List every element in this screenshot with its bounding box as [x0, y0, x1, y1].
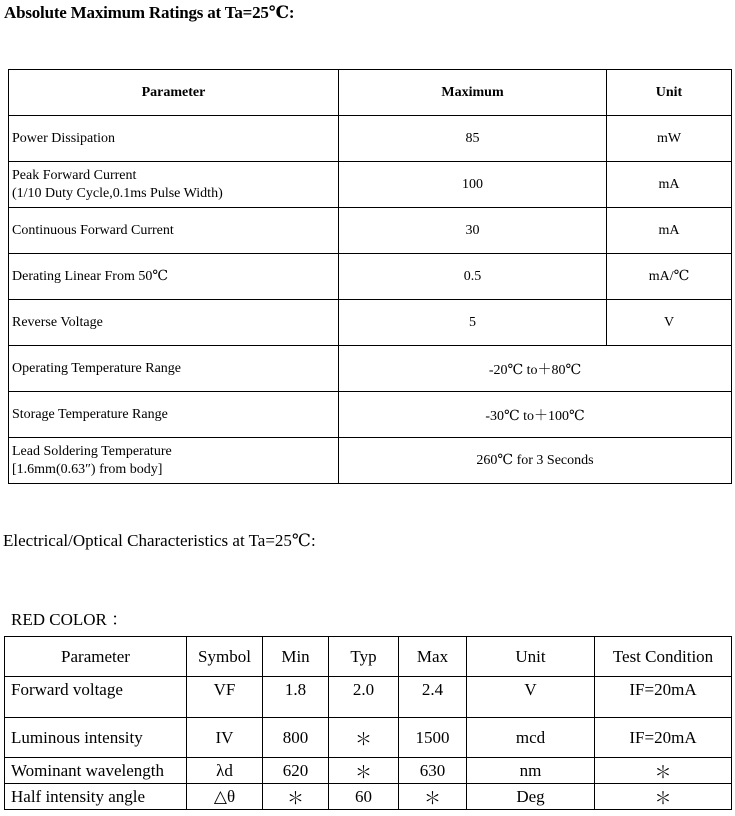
- row-range-value: -20℃ to＋80℃: [339, 346, 732, 392]
- row-parameter: Wominant wavelength: [5, 758, 187, 784]
- table-row: [5, 758, 732, 784]
- row-parameter: Continuous Forward Current: [9, 208, 339, 254]
- table-row: [9, 300, 732, 346]
- row-min: ＊: [263, 784, 329, 810]
- table-row: [5, 784, 732, 810]
- absolute-max-title: Absolute Maximum Ratings at Ta=25℃:: [4, 3, 295, 22]
- header-min: Min: [263, 637, 329, 677]
- row-parameter: Forward voltage: [5, 677, 187, 718]
- table-row: [9, 254, 732, 300]
- table-header-row: [5, 637, 732, 677]
- row-parameter: Power Dissipation: [9, 116, 339, 162]
- row-parameter: Storage Temperature Range: [9, 392, 339, 438]
- table-row: [5, 718, 732, 758]
- table-row: [9, 392, 732, 438]
- row-parameter: Operating Temperature Range: [9, 346, 339, 392]
- row-max: ＊: [399, 784, 467, 810]
- row-test-condition: IF=20mA: [595, 677, 732, 718]
- row-unit: mA: [607, 162, 732, 208]
- table-row: [9, 346, 732, 392]
- row-parameter-line1: Lead Soldering Temperature: [12, 443, 172, 459]
- header-unit: Unit: [607, 70, 732, 116]
- row-symbol: △θ: [187, 784, 263, 810]
- row-test-condition: ＊: [595, 758, 732, 784]
- header-parameter: Parameter: [9, 70, 339, 116]
- table-header-row: [9, 70, 732, 116]
- header-symbol: Symbol: [187, 637, 263, 677]
- color-label: RED COLOR ：: [11, 610, 129, 629]
- row-typ: 2.0: [329, 677, 399, 718]
- row-test-condition: IF=20mA: [595, 718, 732, 758]
- row-symbol: VF: [187, 677, 263, 718]
- row-max: 1500: [399, 718, 467, 758]
- electrical-table: [4, 636, 732, 810]
- row-parameter: Luminous intensity: [5, 718, 187, 758]
- absolute-max-table: [8, 69, 732, 484]
- row-typ: ＊: [329, 718, 399, 758]
- electrical-title: Electrical/Optical Characteristics at Ta=25℃:: [3, 531, 316, 550]
- table-row: [9, 162, 732, 208]
- row-maximum: 5: [339, 300, 607, 346]
- row-unit: mA/℃: [607, 254, 732, 300]
- row-maximum: 0.5: [339, 254, 607, 300]
- table-row: [5, 677, 732, 718]
- row-symbol: IV: [187, 718, 263, 758]
- header-maximum: Maximum: [339, 70, 607, 116]
- row-parameter-line2: [1.6mm(0.63″) from body]: [12, 461, 163, 477]
- table-row: [9, 438, 732, 484]
- row-parameter: Derating Linear From 50℃: [9, 254, 339, 300]
- row-unit: V: [467, 677, 595, 718]
- row-range-value: 260℃ for 3 Seconds: [339, 438, 732, 484]
- row-unit: mW: [607, 116, 732, 162]
- header-parameter: Parameter: [5, 637, 187, 677]
- row-parameter: Half intensity angle: [5, 784, 187, 810]
- row-range-value: -30℃ to＋100℃: [339, 392, 732, 438]
- row-unit: nm: [467, 758, 595, 784]
- row-unit: V: [607, 300, 732, 346]
- row-unit: mA: [607, 208, 732, 254]
- row-min: 800: [263, 718, 329, 758]
- row-unit: Deg: [467, 784, 595, 810]
- header-typ: Typ: [329, 637, 399, 677]
- row-typ: 60: [329, 784, 399, 810]
- header-test-condition: Test Condition: [595, 637, 732, 677]
- row-test-condition: ＊: [595, 784, 732, 810]
- row-maximum: 85: [339, 116, 607, 162]
- row-parameter-line2: (1/10 Duty Cycle,0.1ms Pulse Width): [12, 185, 223, 201]
- table-row: [9, 208, 732, 254]
- row-parameter: [9, 162, 339, 208]
- row-maximum: 30: [339, 208, 607, 254]
- header-unit: Unit: [467, 637, 595, 677]
- row-symbol: λd: [187, 758, 263, 784]
- row-parameter: [9, 438, 339, 484]
- row-unit: mcd: [467, 718, 595, 758]
- row-min: 1.8: [263, 677, 329, 718]
- row-max: 630: [399, 758, 467, 784]
- table-row: [9, 116, 732, 162]
- row-maximum: 100: [339, 162, 607, 208]
- row-parameter-line1: Peak Forward Current: [12, 167, 137, 183]
- row-min: 620: [263, 758, 329, 784]
- row-parameter: Reverse Voltage: [9, 300, 339, 346]
- header-max: Max: [399, 637, 467, 677]
- row-typ: ＊: [329, 758, 399, 784]
- row-max: 2.4: [399, 677, 467, 718]
